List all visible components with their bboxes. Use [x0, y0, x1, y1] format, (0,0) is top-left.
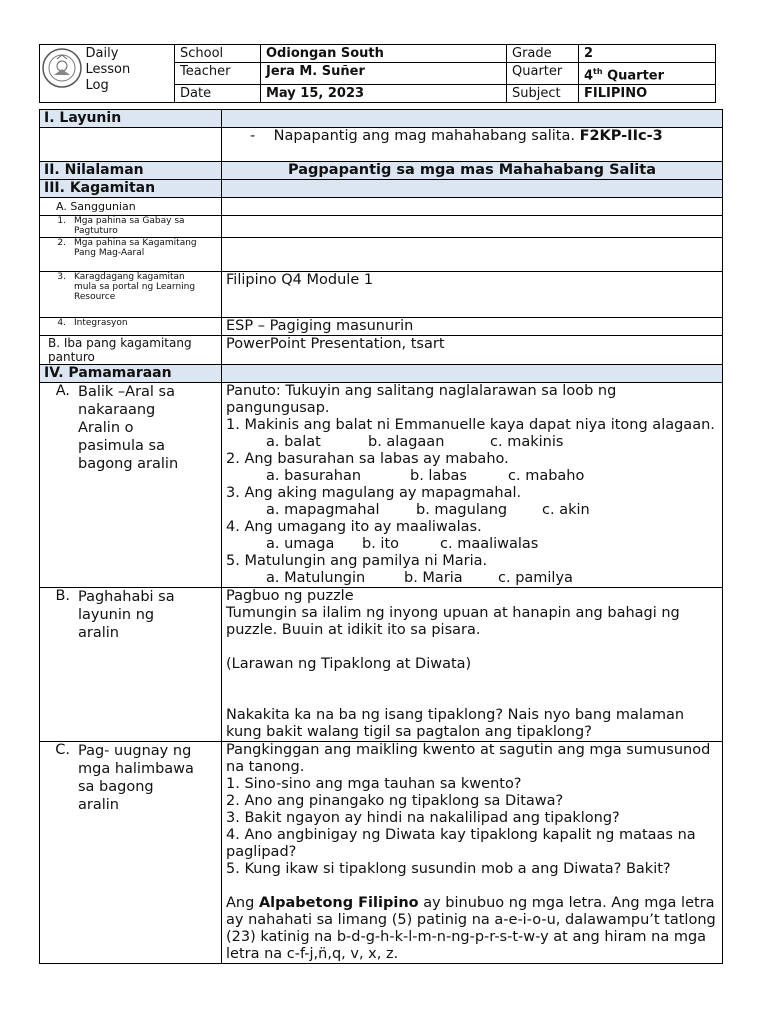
pamamaraan-a-row: A. Balik –Aral sa nakaraang Aralin o pasimula sa bagong aralin Panuto: Tukuyin ang salitang naglalarawan sa loob ng pangungusap. 1. Makinis ang balat ni Emmanuelle kaya dapat niya itong alagaan. a. balat b. alagaan c. makinis 2. Ang basurahan sa labas ay mabaho. a. basurahan b. labas c. mabaho 3. Ang aking magulang ay mapagmahal. a. mapagmahal b. magulang c. akin 4. Ang umagang ito ay maaliwalas. a. umaga b. ito c. maaliwalas 5. Matulungin ang pamilya ni Maria. a. Matulungin b. Maria c. pamilya	[40, 383, 723, 588]
pamamaraan-heading-row	[40, 365, 723, 383]
date-value: May 15, 2023	[261, 85, 507, 103]
school-value: Odiongan South	[261, 45, 507, 63]
header-row-school	[40, 45, 716, 63]
teacher-value: Jera M. Suñer	[261, 63, 507, 85]
nilalaman-heading: II. Nilalaman	[40, 162, 222, 180]
teacher-label: Teacher	[175, 63, 261, 85]
header-table	[39, 44, 716, 103]
kagamitan-heading: III. Kagamitan	[40, 180, 222, 198]
daily-lesson-log-title: Daily Lesson Log	[86, 45, 175, 103]
nilalaman-row	[40, 162, 723, 180]
quarter-value: 4th Quarter	[579, 63, 716, 85]
picture-placeholder: (Larawan ng Tipaklong at Diwata)	[226, 656, 472, 672]
school-label: School	[175, 45, 261, 63]
deped-seal-cell	[40, 45, 86, 103]
pamamaraan-b-row: B. Paghahabi sa layunin ng aralin Pagbuo ng puzzle Tumungin sa ilalim ng inyong upuan at hanapin ang bahagi ng puzzle. Buuin at idikit ito sa pisara. (Larawan ng Tipaklong at Diwata) Nakakita ka na ba ng isang tipaklong? Nais nyo bang malaman kung bakit walang tigil sa pagtalon ang tipaklong?	[40, 588, 723, 742]
grade-value: 2	[579, 45, 716, 63]
pamamaraan-heading: IV. Pamamaraan	[40, 365, 222, 383]
iba-pang-kagamitan-row: B. Iba pang kagamitang panturo PowerPoint Presentation, tsart	[40, 336, 723, 365]
kagamitan-item-1: 1. Mga pahina sa Gabay sa Pagtuturo	[40, 216, 723, 238]
lesson-table	[39, 109, 723, 964]
layunin-text: - Napapantig ang mag mahahabang salita. F2KP-IIc-3	[222, 128, 723, 162]
kagamitan-item-3: 3. Karagdagang kagamitan mula sa portal ng Learning Resource Filipino Q4 Module 1	[40, 272, 723, 318]
layunin-heading: I. Layunin	[40, 110, 222, 128]
subject-label: Subject	[507, 85, 579, 103]
kagamitan-item-4: 4. Integrasyon ESP – Pagiging masunurin	[40, 318, 723, 336]
sanggunian-label: A. Sanggunian	[40, 198, 222, 216]
deped-seal-icon	[40, 45, 84, 91]
date-label: Date	[175, 85, 261, 103]
pamamaraan-c-row: C. Pag- uugnay ng mga halimbawa sa bagong aralin Pangkinggan ang maikling kwento at sagutin ang mga sumusunod na tanong. 1. Sino-sino ang mga tauhan sa kwento? 2. Ano ang pinangako ng tipaklong sa Ditawa? 3. Bakit ngayon ay hindi na nakalilipad ang tipaklong? 4. Ano angbinigay ng Diwata kay tipaklong kapalit ng mataas na paglipad? 5. Kung ikaw si tipaklong susundin mob a ang Diwata? Bakit? Ang Alpabetong Filipino ay binubuo ng mga letra. Ang mga letra ay nahahati sa limang (5) patinig na a-e-i-o-u, dalawampu’t tatlong (23) katinig na b-d-g-h-k-l-m-n-ng-p-r-s-t-w-y at ang hiram na mga letra na c-f-j,n̈,q, v, x, z.	[40, 742, 723, 964]
alpabeto-paragraph: Ang Alpabetong Filipino ay binubuo ng mga letra. Ang mga letra ay nahahati sa limang (5) patinig na a-e-i-o-u, dalawampu’t tatlong (23) katinig na b-d-g-h-k-l-m-n-ng-p-r-s-t-w-y at ang hiram na mga letra na c-f-j,n̈,q, v, x, z.	[226, 895, 716, 962]
sanggunian-row	[40, 198, 723, 216]
nilalaman-text: Pagpapantig sa mga mas Mahahabang Salita	[222, 162, 723, 180]
quarter-label: Quarter	[507, 63, 579, 85]
grade-label: Grade	[507, 45, 579, 63]
layunin-row	[40, 128, 723, 162]
layunin-heading-row	[40, 110, 723, 128]
kagamitan-item-2: 2. Mga pahina sa Kagamitang Pang Mag-Aaral	[40, 238, 723, 272]
subject-value: FILIPINO	[579, 85, 716, 103]
kagamitan-heading-row	[40, 180, 723, 198]
